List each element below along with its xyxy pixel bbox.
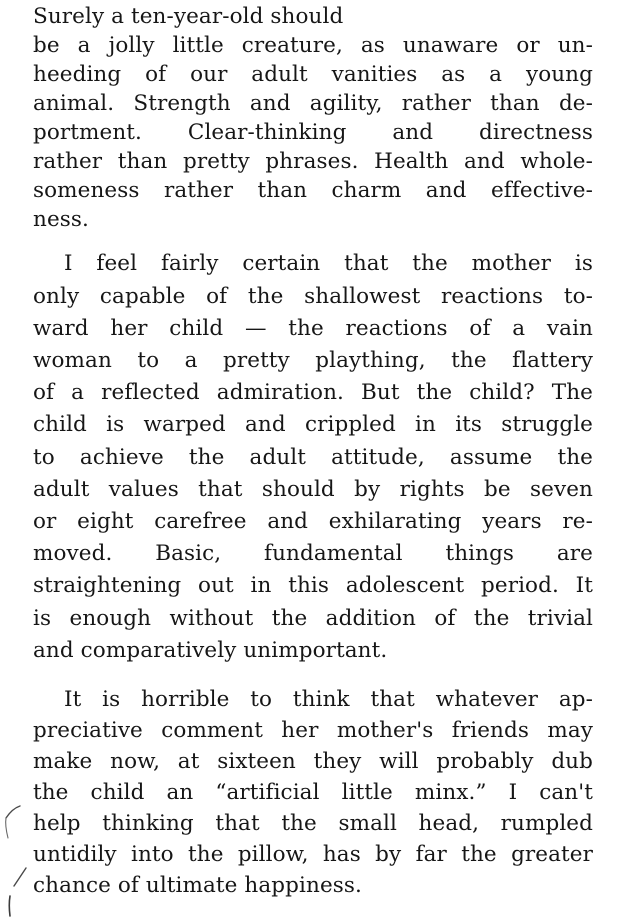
text-line: the child an “artificial little minx.” I can't [33, 780, 593, 805]
text-line: rather than pretty phrases. Health and whole- [33, 149, 593, 174]
text-line: someness rather than charm and effective- [33, 178, 593, 203]
text-line: straightening out in this adolescent period. It [33, 573, 593, 598]
margin-pencil-mark-icon [0, 788, 32, 919]
text-line: is enough without the addition of the trivial [33, 606, 593, 631]
text-line: moved. Basic, fundamental things are [33, 541, 593, 566]
text-line: preciative comment her mother's friends may [33, 718, 593, 743]
text-line: Surely a ten-year-old should [33, 4, 344, 29]
text-line: and comparatively unimportant. [33, 638, 388, 663]
text-line: help thinking that the small head, rumpled [33, 811, 593, 836]
text-line: portment. Clear-thinking and directness [33, 120, 593, 145]
text-line: make now, at sixteen they will probably dub [33, 749, 593, 774]
text-line: untidily into the pillow, has by far the greater [33, 842, 593, 867]
text-line: child is warped and crippled in its struggle [33, 412, 593, 437]
text-line: heeding of our adult vanities as a young [33, 62, 593, 87]
text-line: I feel fairly certain that the mother is [64, 251, 593, 276]
text-line: animal. Strength and agility, rather than de- [33, 91, 593, 116]
text-line: ness. [33, 207, 89, 232]
text-line: or eight carefree and exhilarating years re- [33, 509, 593, 534]
text-line: It is horrible to think that whatever ap- [64, 687, 593, 712]
text-line: be a jolly little creature, as unaware or un- [33, 33, 593, 58]
text-line: only capable of the shallowest reactions to- [33, 284, 593, 309]
text-line: to achieve the adult attitude, assume the [33, 445, 593, 470]
text-line: chance of ultimate happiness. [33, 873, 362, 898]
text-line: adult values that should by rights be seven [33, 477, 593, 502]
text-line: woman to a pretty plaything, the flattery [33, 348, 593, 373]
text-line: of a reflected admiration. But the child? The [33, 380, 593, 405]
text-line: ward her child — the reactions of a vain [33, 316, 593, 341]
